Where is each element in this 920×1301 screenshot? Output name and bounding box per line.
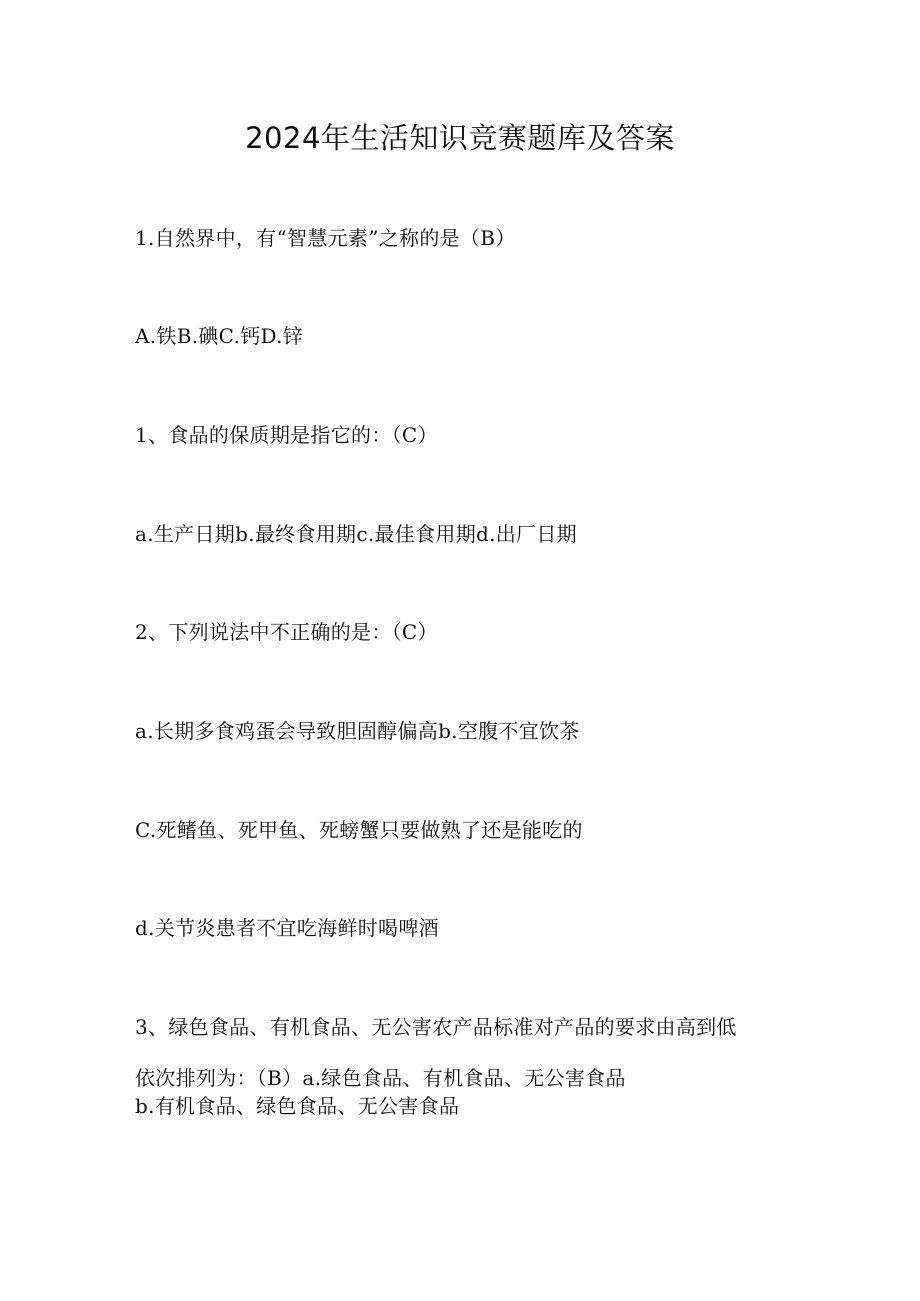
question-2-option-d: d.关节炎患者不宜吃海鲜时喝啤酒 <box>135 916 439 940</box>
question-1b-options: a.生产日期b.最终食用期c.最佳食用期d.出厂日期 <box>135 522 577 546</box>
question-3-text: 3、绿色食品、有机食品、无公害农产品标准对产品的要求由高到低 <box>135 1015 737 1039</box>
question-1-text: 1.自然界中，有“智慧元素”之称的是（B） <box>135 226 516 250</box>
question-2-option-ab: a.长期多食鸡蛋会导致胆固醇偏高b.空腹不宜饮茶 <box>135 719 580 743</box>
question-3-option-b: b.有机食品、绿色食品、无公害食品 <box>135 1094 460 1118</box>
question-2-text: 2、下列说法中不正确的是：（C） <box>135 620 438 644</box>
question-3-text-continued: 依次排列为：（B）a.绿色食品、有机食品、无公害食品 <box>135 1066 626 1090</box>
question-1-options: A.铁B.碘C.钙D.锌 <box>135 324 304 348</box>
question-2-option-c: C.死鳍鱼、死甲鱼、死螃蟹只要做熟了还是能吃的 <box>135 818 583 842</box>
question-1b-text: 1、食品的保质期是指它的：（C） <box>135 423 438 447</box>
document-title: 2024年生活知识竞赛题库及答案 <box>245 121 675 155</box>
